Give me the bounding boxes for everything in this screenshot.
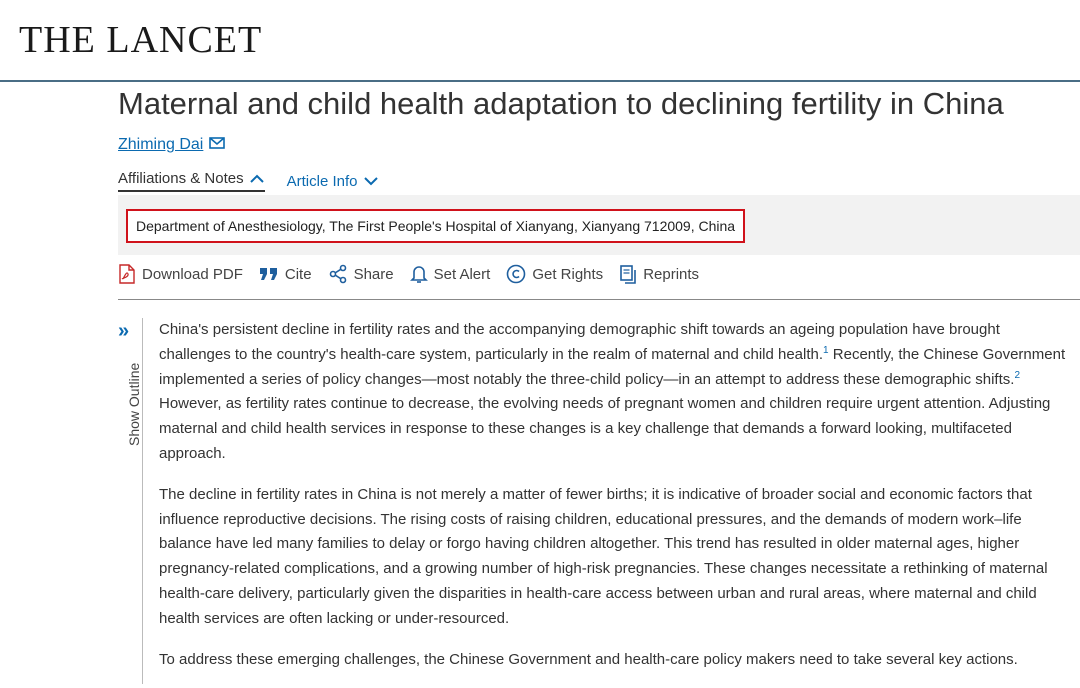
- set-alert-button[interactable]: [410, 264, 491, 284]
- cite-button[interactable]: [259, 264, 312, 284]
- email-icon[interactable]: [209, 136, 225, 154]
- copyright-icon: [506, 264, 526, 284]
- download-pdf-button[interactable]: [118, 264, 243, 284]
- reprints-label: Reprints: [643, 265, 700, 283]
- article-body: [159, 318, 1071, 688]
- set-alert-label: Set Alert: [433, 265, 491, 283]
- download-pdf-label: Download PDF: [142, 265, 243, 283]
- paragraph-1-part-a: China's persistent decline in fertility rates and the accompanying demographic shift towards an ageing population have brought challenges to the country's health-care system, particularly in the realm of maternal and child health.: [159, 321, 1000, 363]
- paragraph-1-part-c: However, as fertility rates continue to decrease, the evolving needs of pregnant women and children require urgent attention. Adjusting maternal and child health services in response to these changes is a key challenge that demands a forward looking, multifaceted approach.: [159, 395, 1051, 462]
- pdf-icon: [118, 264, 136, 284]
- reference-2-link[interactable]: 2: [1014, 369, 1021, 381]
- article-toolbar: [118, 264, 699, 284]
- reprints-button[interactable]: [619, 264, 699, 284]
- show-outline-toggle[interactable]: Show Outline: [126, 362, 142, 446]
- chevron-down-icon: [363, 176, 379, 186]
- affiliations-panel: [118, 195, 1080, 255]
- get-rights-label: Get Rights: [532, 265, 604, 283]
- share-button[interactable]: [328, 264, 394, 284]
- author-link[interactable]: Zhiming Dai: [118, 136, 204, 153]
- article-tabs: [118, 170, 379, 192]
- paragraph-2: The decline in fertility rates in China is not merely a matter of fewer births; it is indicative of broader social and economic factors that influence reproductive decisions. The rising costs of raising children, educational pressures, and the demands of modern work–life balance have led many families to delay or forgo having children altogether. This trend has resulted in older maternal ages, higher pregnancy-related complications, and a growing number of high-risk pregnancies. These changes necessitate a rethinking of maternal health-care delivery, particularly given the disparities in health-care access between urban and rural areas, where maternal and child health services are often lacking or under-resourced.: [159, 485, 1048, 627]
- share-label: Share: [353, 265, 394, 283]
- tab-article-info[interactable]: [287, 170, 379, 192]
- site-header: [0, 0, 1080, 82]
- tab-affiliations-label: Affiliations & Notes: [118, 170, 244, 187]
- get-rights-button[interactable]: [506, 264, 603, 284]
- tab-affiliations[interactable]: [118, 170, 265, 192]
- article-title: Maternal and child health adaptation to declining fertility in China: [118, 86, 1004, 121]
- chevron-up-icon: [249, 174, 265, 184]
- paragraph-1: [159, 318, 1071, 467]
- quote-icon: [259, 266, 279, 282]
- lancet-logo[interactable]: THE LANCET: [19, 19, 263, 61]
- bell-icon: [410, 264, 428, 284]
- share-icon: [328, 264, 348, 284]
- paragraph-3: To address these emerging challenges, the Chinese Government and health-care policy makers need to take several key actions.: [159, 650, 1018, 668]
- outline-sidebar: [118, 318, 143, 684]
- paragraph-1-part-b: Recently, the Chinese Government implemented a series of policy changes—most notably the three-child policy—in an attempt to address these demographic shifts.: [159, 345, 1066, 388]
- reprints-icon: [619, 264, 637, 284]
- cite-label: Cite: [284, 265, 312, 283]
- author-line: [118, 136, 225, 154]
- tab-article-info-label: Article Info: [286, 172, 358, 190]
- double-chevron-right-icon[interactable]: »: [118, 320, 130, 342]
- toolbar-divider: [118, 299, 1080, 300]
- affiliation-text: Department of Anesthesiology, The First People's Hospital of Xianyang, Xianyang 712009, China: [126, 209, 745, 243]
- reference-1-link[interactable]: 1: [823, 344, 829, 356]
